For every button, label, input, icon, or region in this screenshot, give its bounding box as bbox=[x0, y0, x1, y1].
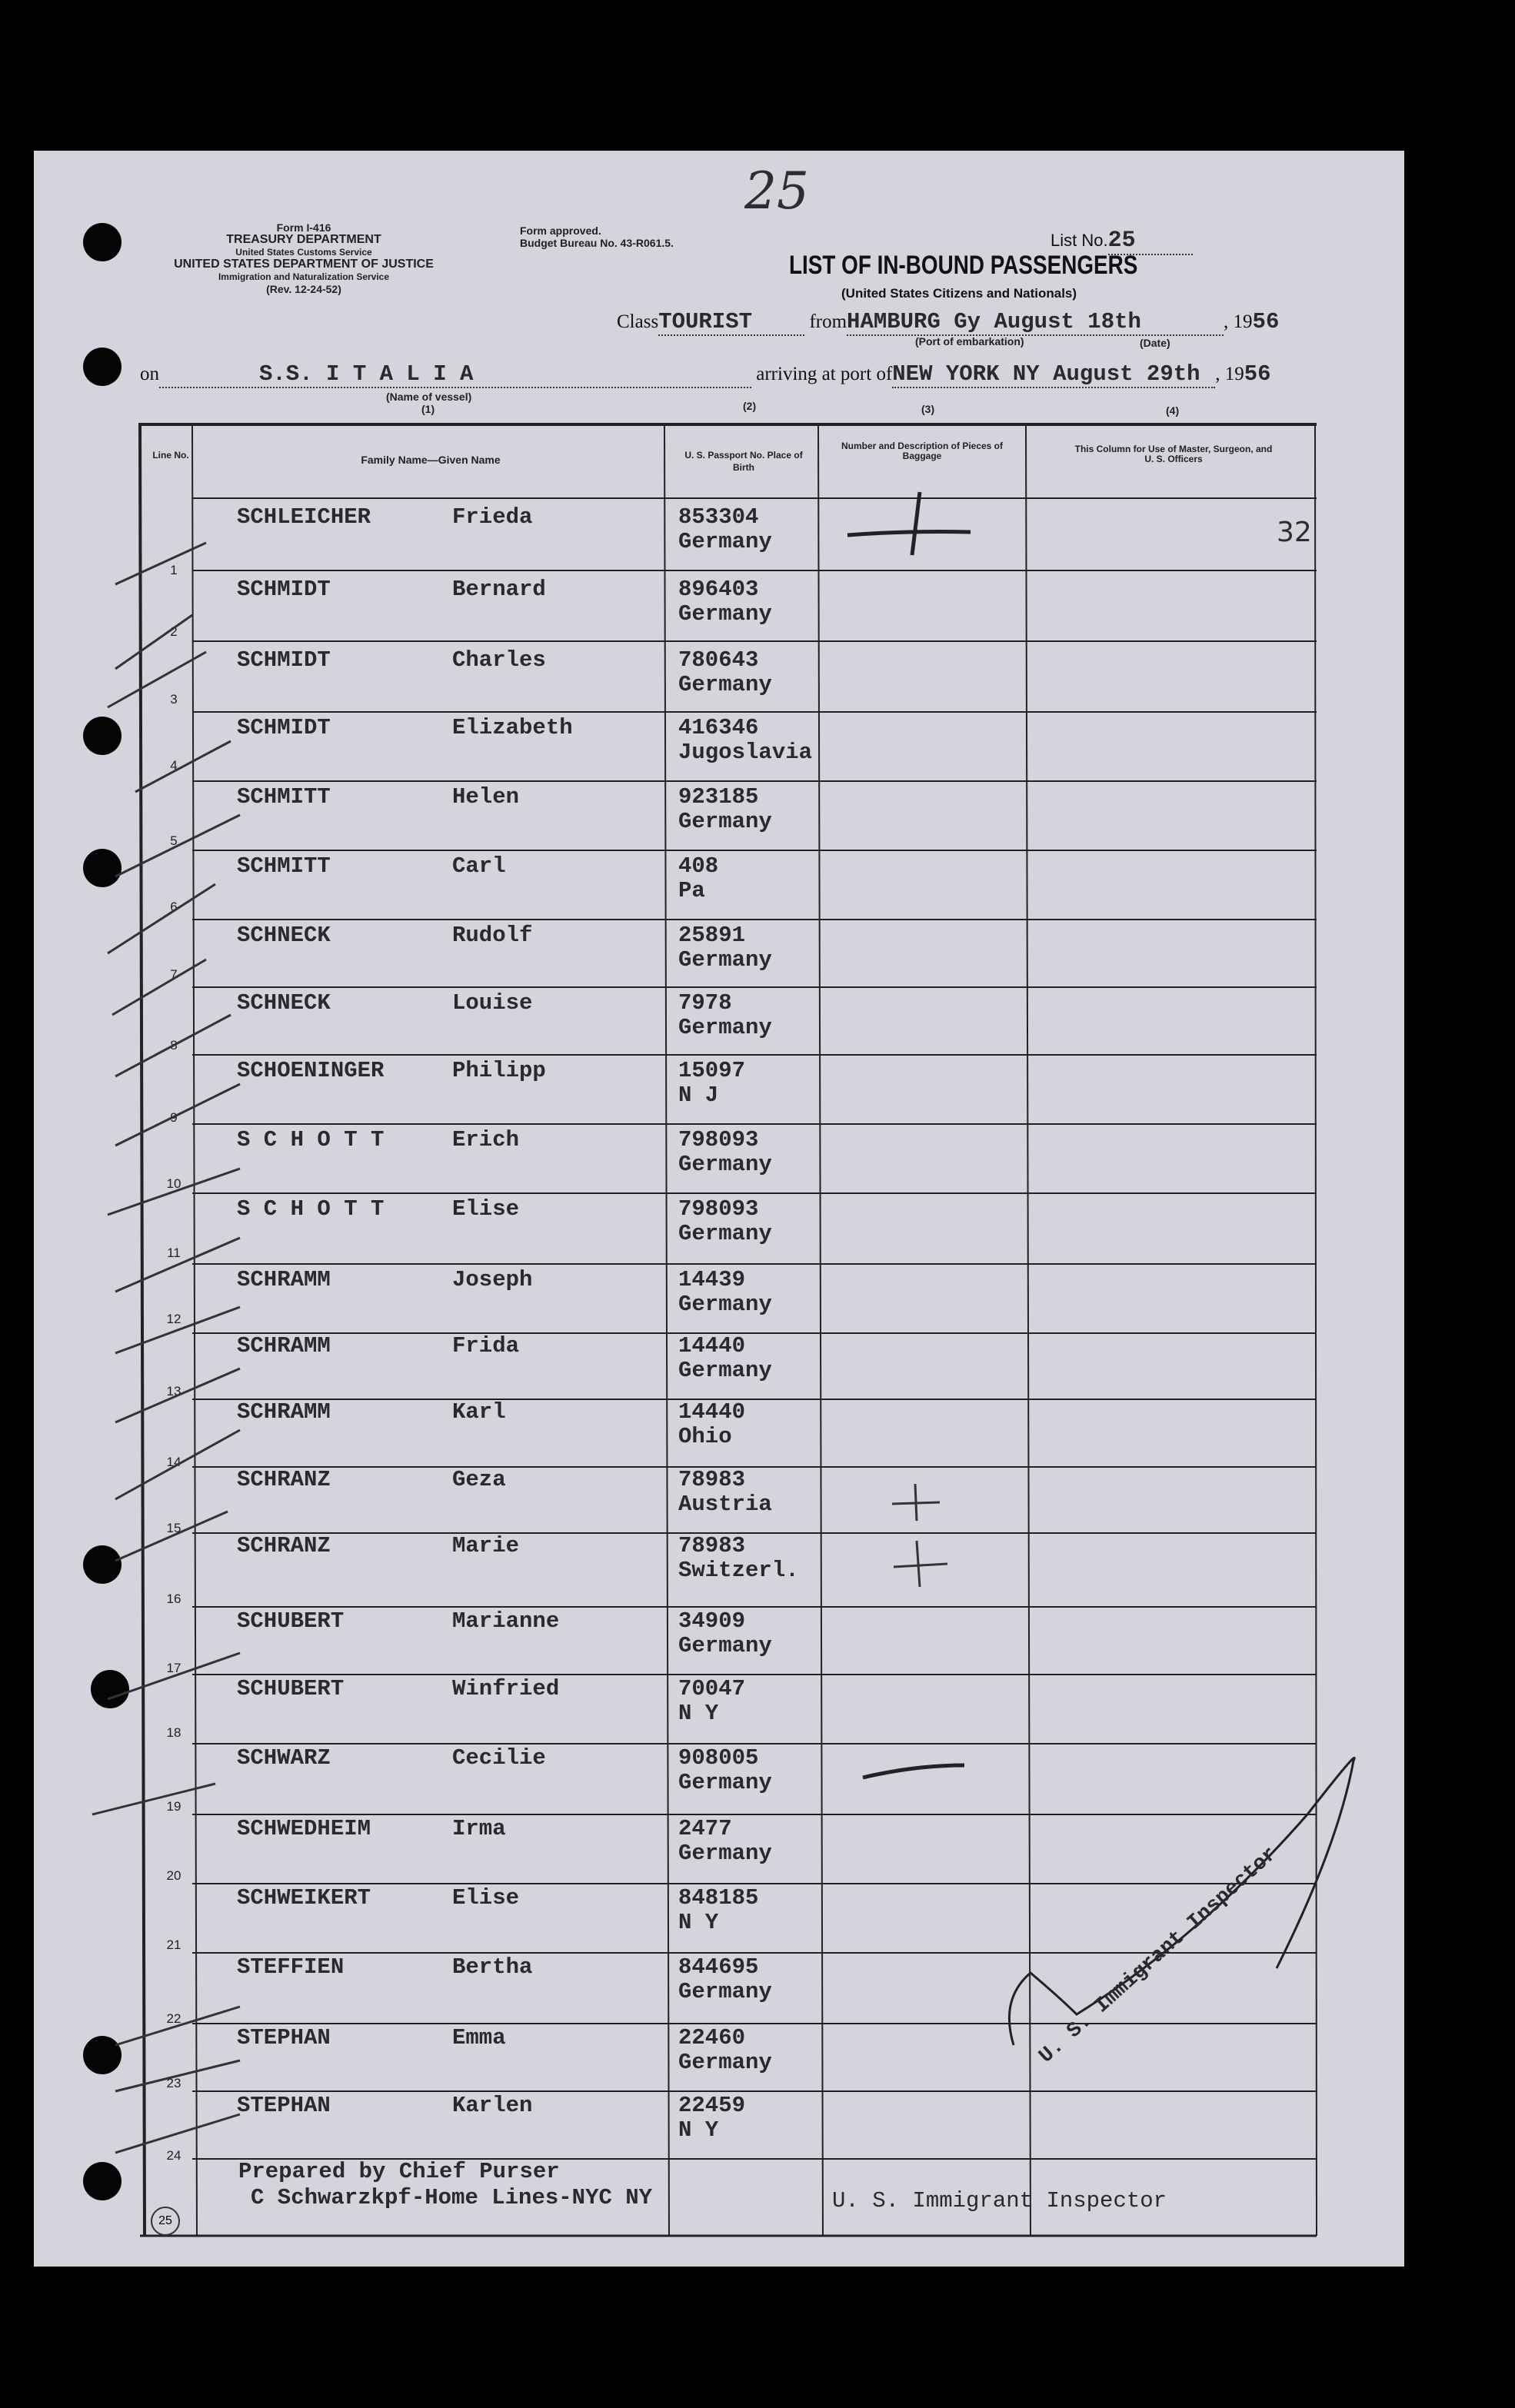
class-value: TOURIST bbox=[658, 309, 804, 336]
family-name: SCHMIDT bbox=[237, 577, 331, 602]
family-name: SCHRAMM bbox=[237, 1399, 331, 1425]
given-name: Marianne bbox=[452, 1608, 560, 1634]
passport-number: 70047 bbox=[678, 1676, 746, 1701]
line-number: 3 bbox=[170, 692, 178, 707]
arriving-year-prefix: , 19 bbox=[1215, 364, 1244, 384]
line-number: 18 bbox=[166, 1725, 181, 1740]
page-subtitle: (United States Citizens and Nationals) bbox=[841, 286, 1077, 301]
family-name: SCHOENINGER bbox=[237, 1058, 385, 1083]
passport-number: 78983 bbox=[678, 1467, 746, 1492]
page-title: LIST OF IN-BOUND PASSENGERS bbox=[789, 251, 1138, 280]
place-of-birth: Germany bbox=[678, 601, 772, 627]
place-of-birth: Germany bbox=[678, 1221, 772, 1246]
arriving-label: arriving at port of bbox=[756, 364, 893, 384]
purser-name: C Schwarzkpf-Home Lines-NYC NY bbox=[251, 2185, 653, 2210]
line-check-marks bbox=[92, 543, 240, 2153]
col-header-passport: U. S. Passport No. Place of Birth bbox=[684, 450, 803, 473]
list-number-label: List No. bbox=[1051, 231, 1108, 250]
passport-number: 908005 bbox=[678, 1745, 759, 1771]
given-name: Karlen bbox=[452, 2093, 533, 2118]
passport-number: 15097 bbox=[678, 1058, 746, 1083]
line-number: 12 bbox=[166, 1312, 181, 1326]
vessel-name-label: (Name of vessel) bbox=[386, 391, 472, 403]
family-name: SCHWEDHEIM bbox=[237, 1816, 371, 1841]
family-name: SCHMITT bbox=[237, 784, 331, 810]
passport-number: 896403 bbox=[678, 577, 759, 602]
line-number: 10 bbox=[166, 1176, 181, 1191]
passport-number: 7978 bbox=[678, 990, 732, 1016]
col-header-baggage: Number and Description of Pieces of Baggage bbox=[841, 441, 1004, 461]
given-name: Bertha bbox=[452, 1954, 533, 1980]
family-name: SCHMIDT bbox=[237, 647, 331, 673]
line-number: 4 bbox=[170, 758, 178, 773]
place-of-birth: Ohio bbox=[678, 1424, 732, 1449]
family-name: SCHUBERT bbox=[237, 1676, 345, 1701]
col-num-2: (2) bbox=[743, 400, 757, 412]
passport-number: 844695 bbox=[678, 1954, 759, 1980]
passport-number: 853304 bbox=[678, 504, 759, 530]
passport-number: 848185 bbox=[678, 1885, 759, 1911]
line-number: 15 bbox=[166, 1521, 181, 1535]
inspector-loop bbox=[1009, 1758, 1354, 2045]
line-number: 20 bbox=[166, 1868, 181, 1883]
place-of-birth: Austria bbox=[678, 1492, 772, 1517]
given-name: Frieda bbox=[452, 504, 533, 530]
line-number: 6 bbox=[170, 900, 178, 914]
date-label: (Date) bbox=[1140, 337, 1170, 349]
line-number: 17 bbox=[166, 1661, 181, 1675]
pencil-number: 25 bbox=[744, 161, 809, 221]
passport-number: 798093 bbox=[678, 1196, 759, 1222]
place-of-birth: Germany bbox=[678, 1770, 772, 1795]
given-name: Joseph bbox=[452, 1267, 533, 1292]
passport-number: 2477 bbox=[678, 1816, 732, 1841]
col-num-3: (3) bbox=[921, 403, 935, 415]
given-name: Carl bbox=[452, 853, 506, 879]
place-of-birth: Germany bbox=[678, 1841, 772, 1866]
given-name: Elise bbox=[452, 1196, 520, 1222]
on-label: on bbox=[140, 364, 159, 384]
given-name: Rudolf bbox=[452, 923, 533, 948]
line-number: 24 bbox=[166, 2148, 181, 2163]
line-number: 8 bbox=[170, 1038, 178, 1053]
family-name: SCHMITT bbox=[237, 853, 331, 879]
line-number: 14 bbox=[166, 1455, 181, 1469]
from-label: from bbox=[809, 311, 847, 332]
place-of-birth: Pa bbox=[678, 878, 705, 903]
family-name: SCHNECK bbox=[237, 923, 331, 948]
port-embark-label: (Port of embarkation) bbox=[915, 335, 1024, 348]
passport-number: 923185 bbox=[678, 784, 759, 810]
place-of-birth: Germany bbox=[678, 1979, 772, 2004]
family-name: S C H O T T bbox=[237, 1127, 385, 1152]
arriving-year-value: 56 bbox=[1244, 361, 1271, 387]
list-number-value: 25 bbox=[1108, 228, 1193, 255]
family-name: SCHLEICHER bbox=[237, 504, 371, 530]
passport-number: 14440 bbox=[678, 1333, 746, 1359]
passport-number: 780643 bbox=[678, 647, 759, 673]
col-header-officers: This Column for Use of Master, Surgeon, and U. S. Officers bbox=[1074, 444, 1273, 464]
given-name: Marie bbox=[452, 1533, 520, 1558]
budget-label: Budget Bureau No. 43-R061.5. bbox=[520, 237, 674, 249]
line-number: 7 bbox=[170, 967, 178, 982]
from-value: HAMBURG Gy August 18th bbox=[847, 309, 1224, 336]
passport-number: 408 bbox=[678, 853, 719, 879]
place-of-birth: Germany bbox=[678, 2050, 772, 2075]
given-name: Elizabeth bbox=[452, 715, 573, 740]
given-name: Irma bbox=[452, 1816, 506, 1841]
family-name: S C H O T T bbox=[237, 1196, 385, 1222]
place-of-birth: Germany bbox=[678, 1292, 772, 1317]
line-number: 23 bbox=[166, 2076, 181, 2090]
family-name: SCHRANZ bbox=[237, 1467, 331, 1492]
ins-label: Immigration and Naturalization Service bbox=[218, 271, 390, 282]
baggage-dash-mark bbox=[863, 1765, 964, 1778]
family-name: STEPHAN bbox=[237, 2093, 331, 2118]
inspector-signature-label: U. S. Immigrant Inspector bbox=[832, 2188, 1167, 2213]
given-name: Louise bbox=[452, 990, 533, 1016]
line-number: 5 bbox=[170, 833, 178, 848]
given-name: Karl bbox=[452, 1399, 506, 1425]
place-of-birth: N Y bbox=[678, 1910, 719, 1935]
year-value: 56 bbox=[1252, 309, 1280, 334]
passport-number: 416346 bbox=[678, 715, 759, 740]
family-name: SCHRANZ bbox=[237, 1533, 331, 1558]
place-of-birth: Germany bbox=[678, 1152, 772, 1177]
place-of-birth: N Y bbox=[678, 1701, 719, 1726]
place-of-birth: Germany bbox=[678, 947, 772, 973]
col-header-line-no: Line No. bbox=[152, 450, 189, 461]
family-name: SCHRAMM bbox=[237, 1267, 331, 1292]
given-name: Geza bbox=[452, 1467, 506, 1492]
place-of-birth: N Y bbox=[678, 2117, 719, 2143]
line-25-number: 25 bbox=[158, 2214, 172, 2227]
line-number: 1 bbox=[170, 563, 178, 577]
line-25-circle bbox=[151, 2207, 180, 2236]
line-number: 9 bbox=[170, 1110, 178, 1125]
form-approved-label: Form approved. bbox=[520, 225, 601, 237]
place-of-birth: Germany bbox=[678, 809, 772, 834]
passport-number: 14440 bbox=[678, 1399, 746, 1425]
line-number: 13 bbox=[166, 1384, 181, 1399]
given-name: Philipp bbox=[452, 1058, 546, 1083]
class-label: Class bbox=[617, 311, 659, 332]
form-number: Form I-416 bbox=[276, 221, 331, 234]
place-of-birth: Switzerl. bbox=[678, 1558, 799, 1583]
arriving-value: NEW YORK NY August 29th bbox=[892, 361, 1215, 388]
baggage-check-mark bbox=[847, 492, 971, 555]
passport-number: 22459 bbox=[678, 2093, 746, 2118]
revision-label: (Rev. 12-24-52) bbox=[266, 283, 341, 295]
inspector-stamp: U. S. Immigrant Inspector bbox=[1035, 1842, 1283, 2069]
place-of-birth: Germany bbox=[678, 1633, 772, 1658]
line-number: 21 bbox=[166, 1937, 181, 1952]
line-number: 2 bbox=[170, 624, 178, 639]
given-name: Elise bbox=[452, 1885, 520, 1911]
line-number: 19 bbox=[166, 1799, 181, 1814]
family-name: SCHWARZ bbox=[237, 1745, 331, 1771]
family-name: SCHUBERT bbox=[237, 1608, 345, 1634]
passport-number: 22460 bbox=[678, 2025, 746, 2050]
passport-number: 25891 bbox=[678, 923, 746, 948]
given-name: Erich bbox=[452, 1127, 520, 1152]
treasury-label: TREASURY DEPARTMENT bbox=[226, 233, 381, 246]
given-name: Bernard bbox=[452, 577, 546, 602]
given-name: Helen bbox=[452, 784, 520, 810]
family-name: SCHRAMM bbox=[237, 1333, 331, 1359]
passport-number: 14439 bbox=[678, 1267, 746, 1292]
baggage-plus-mark bbox=[892, 1484, 940, 1521]
family-name: SCHMIDT bbox=[237, 715, 331, 740]
family-name: STEPHAN bbox=[237, 2025, 331, 2050]
family-name: SCHWEIKERT bbox=[237, 1885, 371, 1911]
vessel-name: S.S. I T A L I A bbox=[159, 361, 751, 388]
place-of-birth: Germany bbox=[678, 672, 772, 697]
family-name: SCHNECK bbox=[237, 990, 331, 1016]
given-name: Charles bbox=[452, 647, 546, 673]
given-name: Cecilie bbox=[452, 1745, 546, 1771]
col-num-1: (1) bbox=[421, 403, 435, 415]
place-of-birth: Germany bbox=[678, 529, 772, 554]
baggage-plus-mark bbox=[894, 1541, 947, 1587]
given-name: Winfried bbox=[452, 1676, 560, 1701]
given-name: Frida bbox=[452, 1333, 520, 1359]
line-number: 22 bbox=[166, 2011, 181, 2026]
col-header-name: Family Name—Given Name bbox=[361, 454, 501, 466]
prepared-by: Prepared by Chief Purser bbox=[238, 2159, 560, 2184]
line-number: 11 bbox=[167, 1246, 181, 1260]
margin-note: 32 bbox=[1277, 517, 1312, 548]
place-of-birth: Germany bbox=[678, 1015, 772, 1040]
family-name: STEFFIEN bbox=[237, 1954, 345, 1980]
given-name: Emma bbox=[452, 2025, 506, 2050]
passport-number: 34909 bbox=[678, 1608, 746, 1634]
doj-label: UNITED STATES DEPARTMENT OF JUSTICE bbox=[174, 258, 434, 271]
col-num-4: (4) bbox=[1166, 404, 1180, 417]
place-of-birth: Jugoslavia bbox=[678, 740, 813, 765]
place-of-birth: N J bbox=[678, 1083, 719, 1108]
customs-label: United States Customs Service bbox=[235, 247, 372, 258]
passport-number: 798093 bbox=[678, 1127, 759, 1152]
year-prefix: , 19 bbox=[1224, 311, 1253, 332]
line-number: 16 bbox=[166, 1591, 181, 1606]
place-of-birth: Germany bbox=[678, 1358, 772, 1383]
passport-number: 78983 bbox=[678, 1533, 746, 1558]
